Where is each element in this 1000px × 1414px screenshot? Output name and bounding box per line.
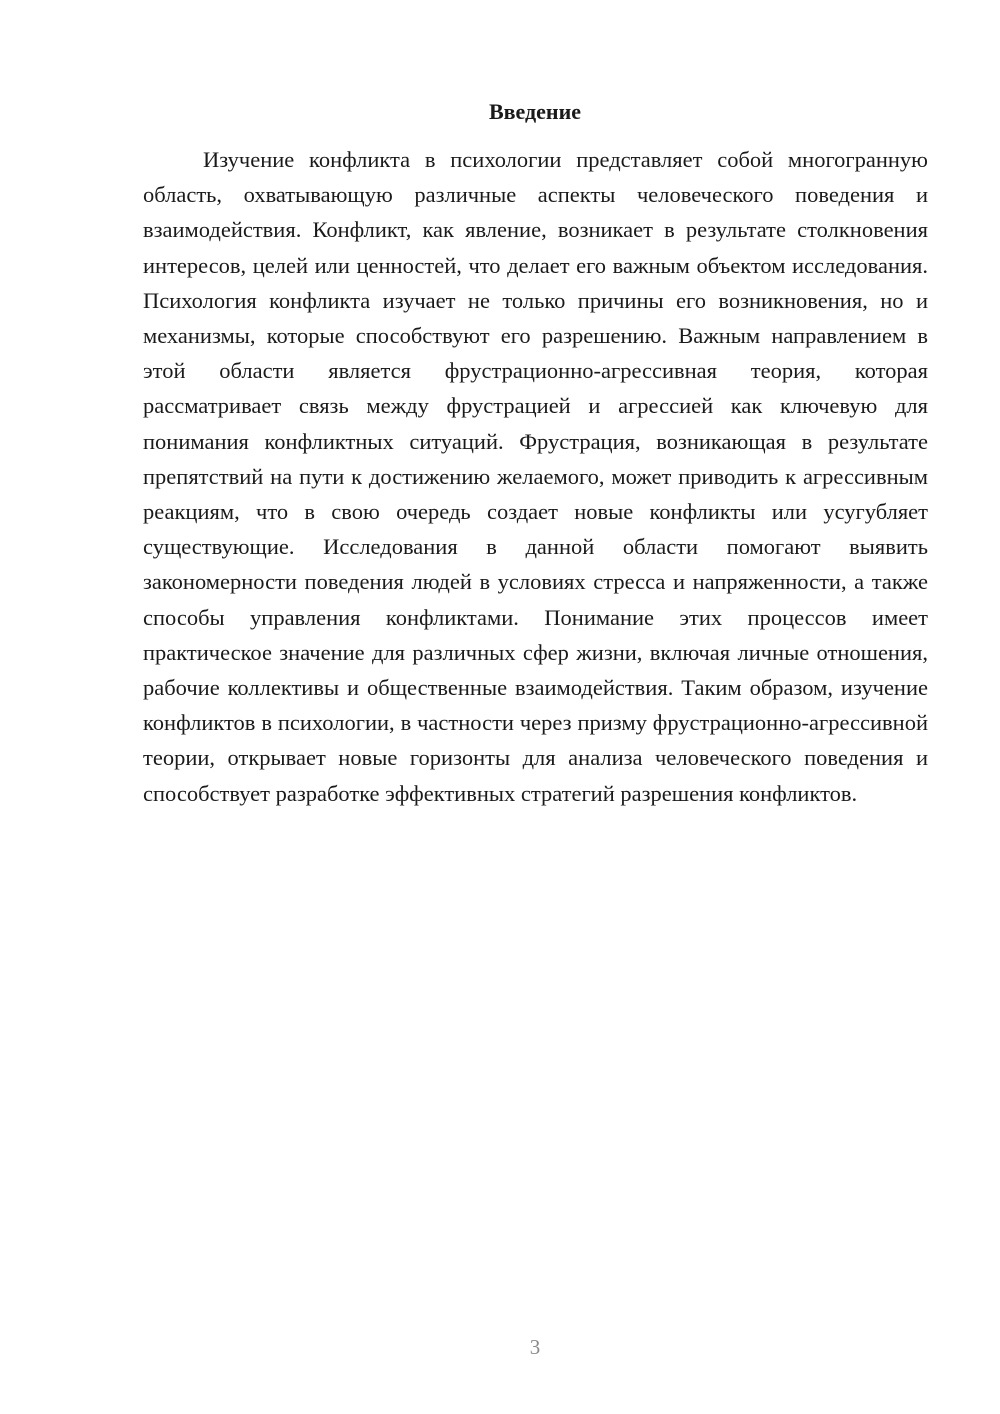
section-heading: Введение (488, 99, 582, 124)
body-paragraph: Изучение конфликта в психологии представляет собой многогранную область, охватывающую различные аспекты человеческого поведения и взаимодействия. Конфликт, как явление, возникает в результате столкновения интересов, целей или ценностей, что делает его важным объектом исследования. Психология конфликта изучает не только причины его возникновения, но и механизмы, которые способствуют его разрешению. Важным направлением в этой области является фрустрационно-агрессивная теория, которая рассматривает связь между фрустрацией и агрессией как ключевую для понимания конфликтных ситуаций. Фрустрация, возникающая в результате препятствий на пути к достижению желаемого, может приводить к агрессивным реакциям, что в свою очередь создает новые конфликты или усугубляет существующие. Исследования в данной области помогают выявить закономерности поведения людей в условиях стресса и напряженности, а также способы управления конфликтами. Понимание этих процессов имеет практическое значение для различных сфер жизни, включая личные отношения, рабочие коллективы и общественные взаимодействия. Таким образом, изучение конфликтов в психологии, в частности через призму фрустрационно-агрессивной теории, открывает новые горизонты для анализа человеческого поведения и способствует разработке эффективных стратегий разрешения конфликтов. (143, 147, 928, 806)
page-number: 3 (529, 1335, 541, 1359)
